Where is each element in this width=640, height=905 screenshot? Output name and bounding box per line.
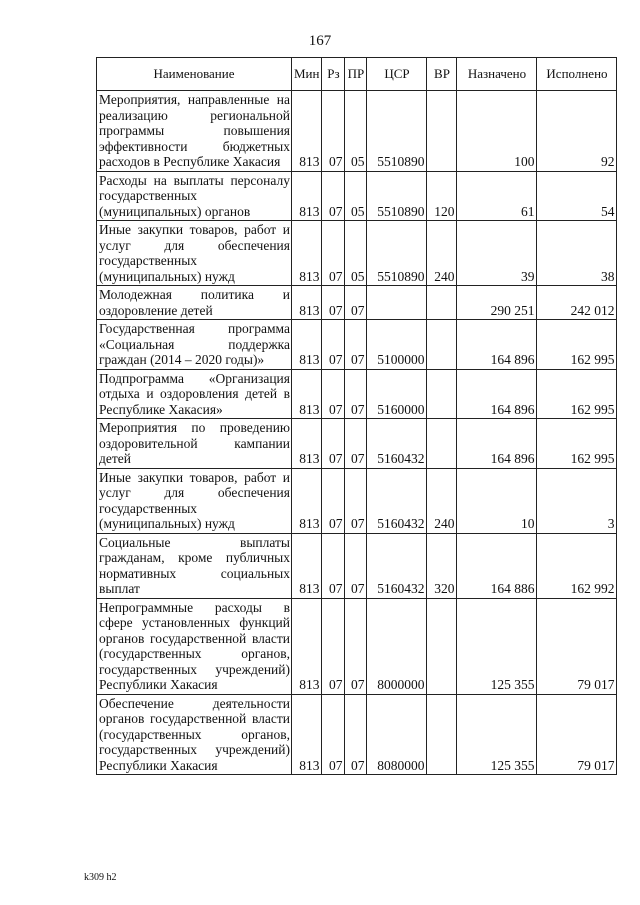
cell-csr: 8000000: [367, 598, 427, 694]
table-row: [97, 419, 617, 469]
cell-vr: [427, 694, 457, 775]
table-row: [97, 598, 617, 694]
cell-min: 813: [292, 320, 322, 370]
cell-min: 813: [292, 468, 322, 533]
header-executed: Исполнено: [537, 58, 617, 91]
cell-name: Иные закупки товаров, работ и услуг для обеспечения государственных (муниципальных) нужд: [97, 221, 292, 286]
cell-executed: 79 017: [537, 598, 617, 694]
cell-executed: 79 017: [537, 694, 617, 775]
cell-executed: 242 012: [537, 286, 617, 320]
cell-name: Государственная программа «Социальная поддержка граждан (2014 – 2020 годы)»: [97, 320, 292, 370]
cell-vr: [427, 419, 457, 469]
cell-vr: [427, 320, 457, 370]
cell-vr: [427, 286, 457, 320]
header-pr: ПР: [345, 58, 367, 91]
cell-csr: 5160432: [367, 533, 427, 598]
cell-pr: 07: [345, 468, 367, 533]
header-assigned: Назначено: [457, 58, 537, 91]
table-row: [97, 91, 617, 172]
cell-vr: 240: [427, 468, 457, 533]
cell-name: Иные закупки товаров, работ и услуг для обеспечения государственных (муниципальных) нужд: [97, 468, 292, 533]
cell-min: 813: [292, 171, 322, 221]
cell-vr: 120: [427, 171, 457, 221]
cell-executed: 162 995: [537, 369, 617, 419]
cell-assigned: 164 896: [457, 419, 537, 469]
cell-min: 813: [292, 286, 322, 320]
cell-name: Непрограммные расходы в сфере установленных функций органов государственной власти (государственных органов, государственных учреждений) Республики Хакасия: [97, 598, 292, 694]
cell-csr: [367, 286, 427, 320]
cell-pr: 07: [345, 598, 367, 694]
cell-name: Мероприятия, направленные на реализацию региональной программы повышения эффективности бюджетных расходов в Республике Хакасия: [97, 91, 292, 172]
cell-rz: 07: [322, 369, 345, 419]
cell-min: 813: [292, 369, 322, 419]
cell-rz: 07: [322, 171, 345, 221]
cell-executed: 162 995: [537, 419, 617, 469]
cell-rz: 07: [322, 694, 345, 775]
cell-pr: 05: [345, 171, 367, 221]
cell-csr: 8080000: [367, 694, 427, 775]
cell-rz: 07: [322, 221, 345, 286]
cell-executed: 38: [537, 221, 617, 286]
footer-code: k309 h2: [84, 872, 117, 883]
cell-csr: 5100000: [367, 320, 427, 370]
cell-min: 813: [292, 221, 322, 286]
table-row: [97, 694, 617, 775]
cell-csr: 5510890: [367, 91, 427, 172]
header-name: Наименование: [97, 58, 292, 91]
header-rz: Рз: [322, 58, 345, 91]
cell-name: Мероприятия по проведению оздоровительной кампании детей: [97, 419, 292, 469]
cell-assigned: 164 896: [457, 369, 537, 419]
cell-csr: 5510890: [367, 171, 427, 221]
cell-csr: 5160000: [367, 369, 427, 419]
table-row: [97, 468, 617, 533]
cell-assigned: 164 896: [457, 320, 537, 370]
cell-min: 813: [292, 91, 322, 172]
cell-rz: 07: [322, 286, 345, 320]
cell-vr: [427, 598, 457, 694]
cell-vr: 240: [427, 221, 457, 286]
table-header-row: [97, 58, 617, 91]
cell-csr: 5160432: [367, 468, 427, 533]
cell-pr: 07: [345, 419, 367, 469]
cell-assigned: 290 251: [457, 286, 537, 320]
cell-min: 813: [292, 533, 322, 598]
cell-executed: 3: [537, 468, 617, 533]
cell-name: Обеспечение деятельности органов государственной власти (государственных органов, государственных учреждений) Республики Хакасия: [97, 694, 292, 775]
cell-vr: [427, 369, 457, 419]
cell-assigned: 10: [457, 468, 537, 533]
cell-pr: 07: [345, 694, 367, 775]
cell-vr: [427, 91, 457, 172]
cell-rz: 07: [322, 320, 345, 370]
cell-name: Расходы на выплаты персоналу государственных (муниципальных) органов: [97, 171, 292, 221]
cell-executed: 92: [537, 91, 617, 172]
table-row: [97, 533, 617, 598]
table-row: [97, 369, 617, 419]
cell-assigned: 100: [457, 91, 537, 172]
cell-name: Молодежная политика и оздоровление детей: [97, 286, 292, 320]
cell-pr: 07: [345, 369, 367, 419]
cell-rz: 07: [322, 419, 345, 469]
cell-csr: 5160432: [367, 419, 427, 469]
cell-min: 813: [292, 419, 322, 469]
cell-assigned: 125 355: [457, 694, 537, 775]
cell-name: Социальные выплаты гражданам, кроме публичных нормативных социальных выплат: [97, 533, 292, 598]
table-row: [97, 320, 617, 370]
cell-pr: 07: [345, 286, 367, 320]
cell-rz: 07: [322, 533, 345, 598]
cell-rz: 07: [322, 468, 345, 533]
header-vr: ВР: [427, 58, 457, 91]
table-row: [97, 171, 617, 221]
cell-assigned: 61: [457, 171, 537, 221]
cell-assigned: 125 355: [457, 598, 537, 694]
page-number: 167: [308, 33, 332, 49]
cell-executed: 162 992: [537, 533, 617, 598]
cell-assigned: 164 886: [457, 533, 537, 598]
cell-vr: 320: [427, 533, 457, 598]
cell-pr: 05: [345, 91, 367, 172]
budget-table: [96, 57, 617, 775]
cell-min: 813: [292, 598, 322, 694]
cell-executed: 54: [537, 171, 617, 221]
cell-pr: 07: [345, 533, 367, 598]
cell-rz: 07: [322, 598, 345, 694]
cell-executed: 162 995: [537, 320, 617, 370]
header-min: Мин: [292, 58, 322, 91]
cell-assigned: 39: [457, 221, 537, 286]
cell-csr: 5510890: [367, 221, 427, 286]
header-csr: ЦСР: [367, 58, 427, 91]
cell-rz: 07: [322, 91, 345, 172]
cell-name: Подпрограмма «Организация отдыха и оздоровления детей в Республике Хакасия»: [97, 369, 292, 419]
cell-min: 813: [292, 694, 322, 775]
cell-pr: 07: [345, 320, 367, 370]
cell-pr: 05: [345, 221, 367, 286]
table-row: [97, 286, 617, 320]
table-row: [97, 221, 617, 286]
